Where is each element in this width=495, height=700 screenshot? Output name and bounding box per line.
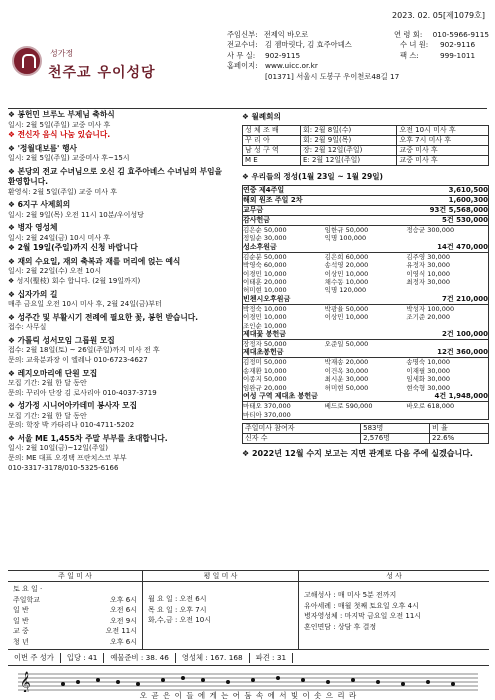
church-subtitle: 성가정	[50, 49, 74, 58]
notice-item: ❖ 가톨릭 성서모임 그룹원 모집 접수: 2월 18일(토) ~ 26일(주일)까지 미사 전 후 문의: 교육분과장 이 엘레나 010-6723-4627	[8, 335, 160, 364]
table-row: M E E: 2월 12일(주일) 교중 미사 후	[243, 156, 489, 166]
offering-box: 연중 제4주일 3,610,500 해외 원조 주일 2차 1,600,300 교무금 93건 5,568,000 감사헌금 5건 530,000 김은순 50,000 임한규 50,000 정승균 300,000 정일순 30,000 익명 100,000 성소후원금 14건 470,000 김순분 50,000 김은희 60,000 김주영 30,000 박영숙 60,000 송석영 20,000 유정자 30,000 이경민 10,000 이상민 10,000 이영식 10,000 이태훈 20,000 채수동 10,000 최정자 30,000 허미현 10,000 익명 120,000 빈첸시오후원금 7건 210,000 박정숙 10,000 박광율 50,000 박성자 100,000 이경민 10,000 이상민 10,000 조기준 20,000 조인순 10,000 제대꽃 봉헌금 2건 100,000 장정자 50,000 오준일 50,000 제대초봉헌금 12건 360,000 김정미 50,000 박재송 20,000 송명숙 10,000 송재환 10,000 이건옥 30,000 이재필 30,000 이종지 50,000 최시운 30,000 임세화 30,000 임완규 20,000 허미현 50,000 현숙형 30,000 여성 구역 제대초 봉헌금 4건 1,948,000 마태오 370,000 베드로 590,000 바오로 618,000 마티아 370,000	[243, 186, 488, 419]
church-logo	[12, 46, 42, 76]
notice-note: ❖ 2022년 12월 수지 보고는 지면 관계로 다음 주에 실겠습니다.	[242, 448, 473, 458]
bulletin-date: 2023. 02. 05[제1079호]	[392, 11, 485, 20]
church-title: 천주교 우이성당	[48, 65, 156, 81]
music-staff	[8, 670, 489, 692]
right-column	[242, 110, 489, 459]
mass-section	[8, 570, 489, 700]
table-row: 꾸 리 아 회: 2월 9일(목) 오후 7시 미사 후	[243, 136, 489, 146]
info-row: 홈페이지: www.uicc.or.kr	[227, 61, 318, 71]
hymn-row: 이번 주 성가 입당 : 41 예물준비 : 38. 46 영성체 : 167. 168 파견 : 31	[8, 650, 489, 666]
table-row: 성 체 조 배 회: 2월 8일(수) 오전 10시 미사 후	[243, 126, 489, 136]
notice-item: ❖ 성가정 시니어아카데미 봉사자 모집 모집 기간: 2월 한 달 동안 문의: 학장 박 카타리나 010-4711-5202	[8, 401, 137, 430]
notice-item: ❖ '정월대보름' 행사 일시: 2월 5일(주일) 교중미사 후~15시	[8, 143, 130, 163]
notice-item: ❖ 6지구 사제회의 일시: 2월 9일(목) 오전 11시 10분/우이성당	[8, 200, 144, 219]
schedule-table	[242, 125, 489, 166]
hymn-lyrics: 오 곧 은 이 들 에 게 는 어 둠 속 에 서 빛 이 솟 으 리 라	[139, 691, 358, 700]
mass-grid	[8, 570, 489, 650]
svg-text:𝄞: 𝄞	[20, 672, 31, 692]
notice-column	[8, 110, 230, 476]
table-row: 주일미사 참여자 583명 비 율	[243, 423, 489, 433]
offering-title: ❖ 우리들의 정성(1월 23일 ~ 1월 29일)	[242, 172, 384, 181]
info-row: 주임신부: 전제익 바오로 연 령 회: 010-5966-9115	[227, 30, 489, 39]
info-row: [01371] 서울시 도봉구 우이천로48길 17	[265, 71, 400, 81]
notice-item: ❖ 레지오마리애 단원 모집 모집 기간: 2월 한 달 동안 문의: 꾸리아 단장 김 로사리아 010-4037-3719	[8, 368, 157, 397]
notice-item: ❖ 재의 수요일, 재의 축복과 재를 머리에 얹는 예식 일시: 2월 22일(수) 오전 10시 ❖ 성지(聖枝) 회수 합니다. (2월 19일까지)	[8, 256, 181, 286]
notice-item: ❖ 성주간 및 부활시기 전례에 필요한 꽃, 봉헌 받습니다. 접수: 사무실	[8, 312, 199, 332]
info-row: 전교수녀: 김 젬마릿다, 김 효주아녜스 수 녀 원: 902-9116	[227, 40, 476, 50]
notice-item: ❖ 봉헌민 브루노 부제님 축하식 일시: 2월 5일(주일) 교중 미사 후 ❖ 전신자 음식 나눔 있습니다.	[8, 110, 115, 140]
info-row: 사 무 실: 902-9115 팩 스: 999-1011	[227, 50, 476, 60]
table-row: 남 성 구 역 장: 2월 12일(주일) 교중 미사 후	[243, 146, 489, 156]
schedule-title: ❖ 월례회의	[242, 112, 281, 121]
attendance-table	[242, 423, 489, 444]
notice-item: ❖ 십자가의 길 매주 금요일 오전 10시 미사 후, 2월 24일(금)부터	[8, 289, 162, 309]
table-row: 신자 수 2,576명 22.6%	[243, 433, 489, 443]
sunday-mass: 주 일 미 사 토 요 일 · 주일학교 오후 6시 일 반 오전 6시 일 반 오전 9시 교 중 오전 11시 청 년 오후 6시	[8, 571, 143, 649]
contact-info	[227, 30, 489, 82]
sacrament: 성 사 고해성사 : 매 미사 5분 전까지 유아세례 : 매월 첫째 토요일 오후 4시 병자영성체 : 마지막 금요일 오전 11시 혼인면담 : 상담 후 결정	[299, 571, 489, 649]
notice-item: ❖ 병자 영성체 일시: 2월 24일(금) 10시 미사 후 ❖ 2월 19일(주일)까지 신청 바랍니다	[8, 223, 138, 253]
notice-item: ❖ 서울 ME 1,455차 주말 부부를 초대합니다. 일시: 2월 10일(금)~12일(주일) 문의: ME 대표 오경택 프란치스코 부부 010-3317-3178/010-5325-6166	[8, 433, 168, 472]
notice-item: ❖ 본당의 전교 수녀님으로 오신 김 효주아녜스 수녀님의 부임을 환영합니다. 환영식: 2월 5일(주일) 교중 미사 후	[8, 166, 222, 196]
weekday-mass: 평 일 미 사 월 요 일 : 오전 6시 목 요 일 : 오후 7시 화,수,금 : 오전 10시	[143, 571, 299, 649]
divider	[8, 108, 487, 109]
